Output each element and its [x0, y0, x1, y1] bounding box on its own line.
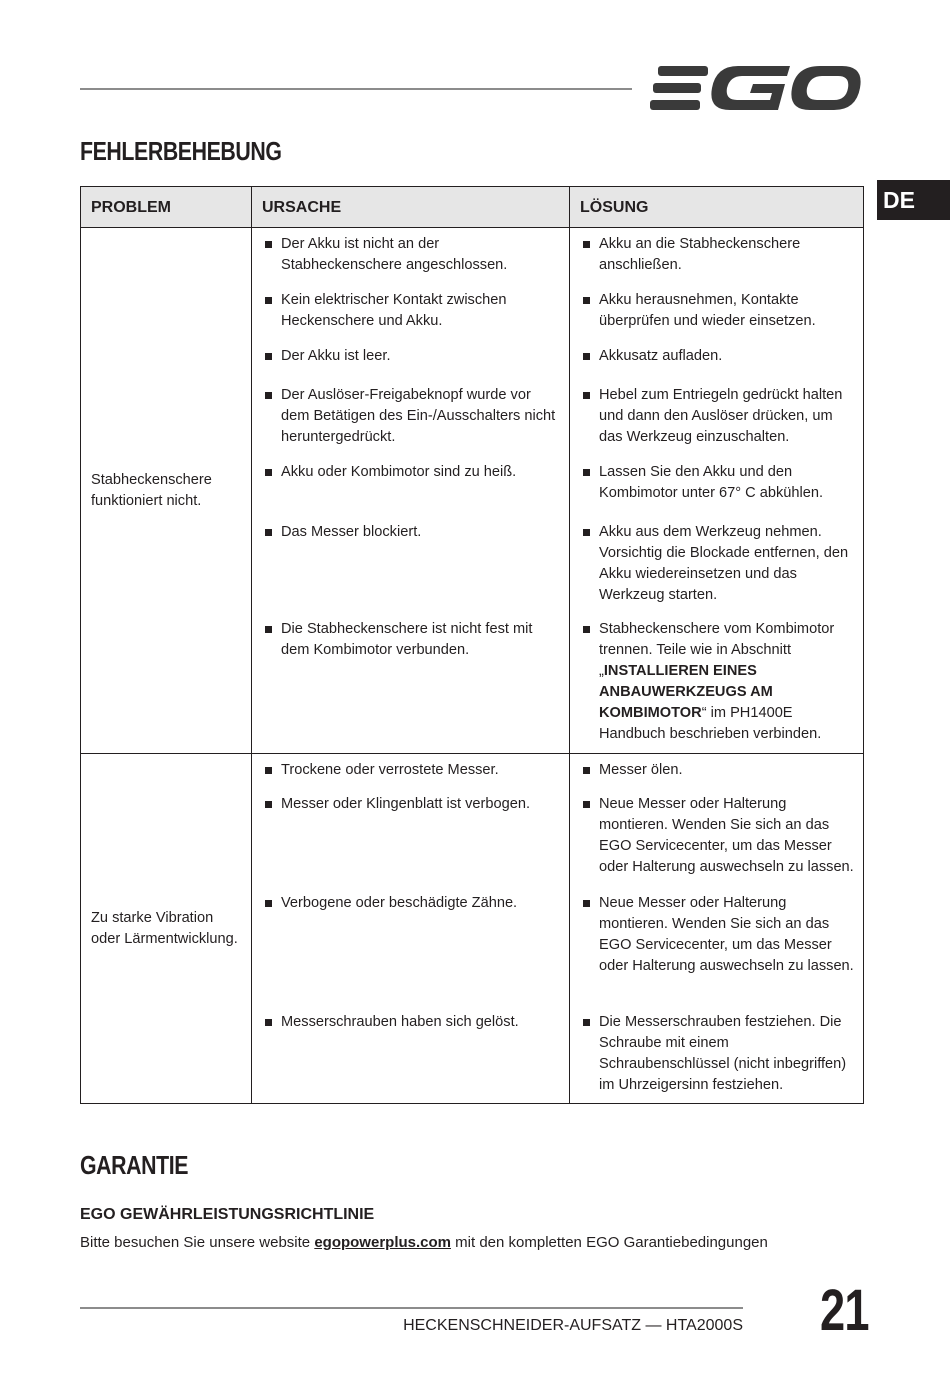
table-header-row	[81, 187, 864, 228]
solution-item: Neue Messer oder Halterung montieren. Wenden Sie sich an das EGO Servicecenter, um das Messer oder Halterung auswechseln zu lassen.	[582, 794, 855, 893]
solution-item: Akku aus dem Werkzeug nehmen. Vorsichtig die Blockade entfernen, den Akku wiedereinsetzen und das Werkzeug starten.	[582, 522, 855, 619]
column-header-problem: PROBLEM	[81, 187, 252, 228]
footer-rule	[80, 1307, 743, 1309]
column-header-cause: URSACHE	[252, 187, 570, 228]
troubleshooting-table	[80, 186, 864, 1104]
cause-item: Der Akku ist leer.	[264, 346, 561, 385]
header-rule	[80, 88, 632, 90]
footer-title: HECKENSCHNEIDER-AUFSATZ — HTA2000S	[403, 1317, 743, 1334]
problem-cell: Zu starke Vibration oder Lärmentwicklung.	[81, 754, 252, 1104]
solution-item: Akkusatz aufladen.	[582, 346, 855, 385]
cause-item: Messerschrauben haben sich gelöst.	[264, 1012, 561, 1033]
warranty-text-post: mit den kompletten EGO Garantiebedingungen	[451, 1234, 768, 1251]
cause-item: Kein elektrischer Kontakt zwischen Heckenschere und Akku.	[264, 290, 561, 346]
section-title-troubleshooting: FEHLERBEHEBUNG	[80, 136, 282, 166]
column-header-solution: LÖSUNG	[570, 187, 864, 228]
solution-text: “ im PH1400E Handbuch beschrieben verbinden.	[599, 705, 822, 742]
warranty-heading: EGO GEWÄHRLEISTUNGSRICHTLINIE	[80, 1206, 375, 1223]
section-title-warranty: GARANTIE	[80, 1150, 189, 1180]
table-row	[81, 754, 864, 1104]
solution-item: Messer ölen.	[582, 760, 855, 794]
solution-item: Lassen Sie den Akku und den Kombimotor unter 67° C abkühlen.	[582, 462, 855, 522]
cause-item: Akku oder Kombimotor sind zu heiß.	[264, 462, 561, 522]
table-row	[81, 228, 864, 754]
solution-item	[582, 619, 855, 745]
problem-cell: Stabheckenschere funktioniert nicht.	[81, 228, 252, 754]
warranty-text	[80, 1234, 768, 1251]
warranty-text-pre: Bitte besuchen Sie unsere website	[80, 1234, 315, 1251]
page-number: 21	[820, 1278, 869, 1343]
solution-item: Die Messerschrauben festziehen. Die Schraube mit einem Schraubenschlüssel (nicht inbegriffen) im Uhrzeigersinn festziehen.	[582, 1012, 855, 1096]
cause-item: Verbogene oder beschädigte Zähne.	[264, 893, 561, 1012]
cause-item: Trockene oder verrostete Messer.	[264, 760, 561, 794]
cause-item: Der Auslöser-Freigabeknopf wurde vor dem Betätigen des Ein-/Ausschalters nicht heruntergedrückt.	[264, 385, 561, 462]
solution-cell	[570, 754, 864, 1104]
cause-item: Das Messer blockiert.	[264, 522, 561, 619]
solution-text: Stabheckenschere vom Kombimotor trennen. Teile wie in Abschnitt „	[599, 621, 835, 679]
website-link[interactable]: egopowerplus.com	[314, 1234, 451, 1251]
section-reference: INSTALLIEREN EINES ANBAUWERKZEUGS AM KOMBIMOTOR	[599, 663, 773, 721]
solution-cell	[570, 228, 864, 754]
solution-item: Akku herausnehmen, Kontakte überprüfen und wieder einsetzen.	[582, 290, 855, 346]
solution-item: Akku an die Stabheckenschere anschließen.	[582, 234, 855, 290]
solution-item: Neue Messer oder Halterung montieren. Wenden Sie sich an das EGO Servicecenter, um das Messer oder Halterung auswechseln zu lassen.	[582, 893, 855, 1012]
language-tab: DE	[877, 180, 950, 220]
ego-logo	[650, 62, 862, 114]
solution-item: Hebel zum Entriegeln gedrückt halten und dann den Auslöser drücken, um das Werkzeug einzuschalten.	[582, 385, 855, 462]
cause-cell	[252, 754, 570, 1104]
cause-item: Die Stabheckenschere ist nicht fest mit dem Kombimotor verbunden.	[264, 619, 561, 661]
cause-item: Der Akku ist nicht an der Stabheckenschere angeschlossen.	[264, 234, 561, 290]
cause-cell	[252, 228, 570, 754]
cause-item: Messer oder Klingenblatt ist verbogen.	[264, 794, 561, 893]
